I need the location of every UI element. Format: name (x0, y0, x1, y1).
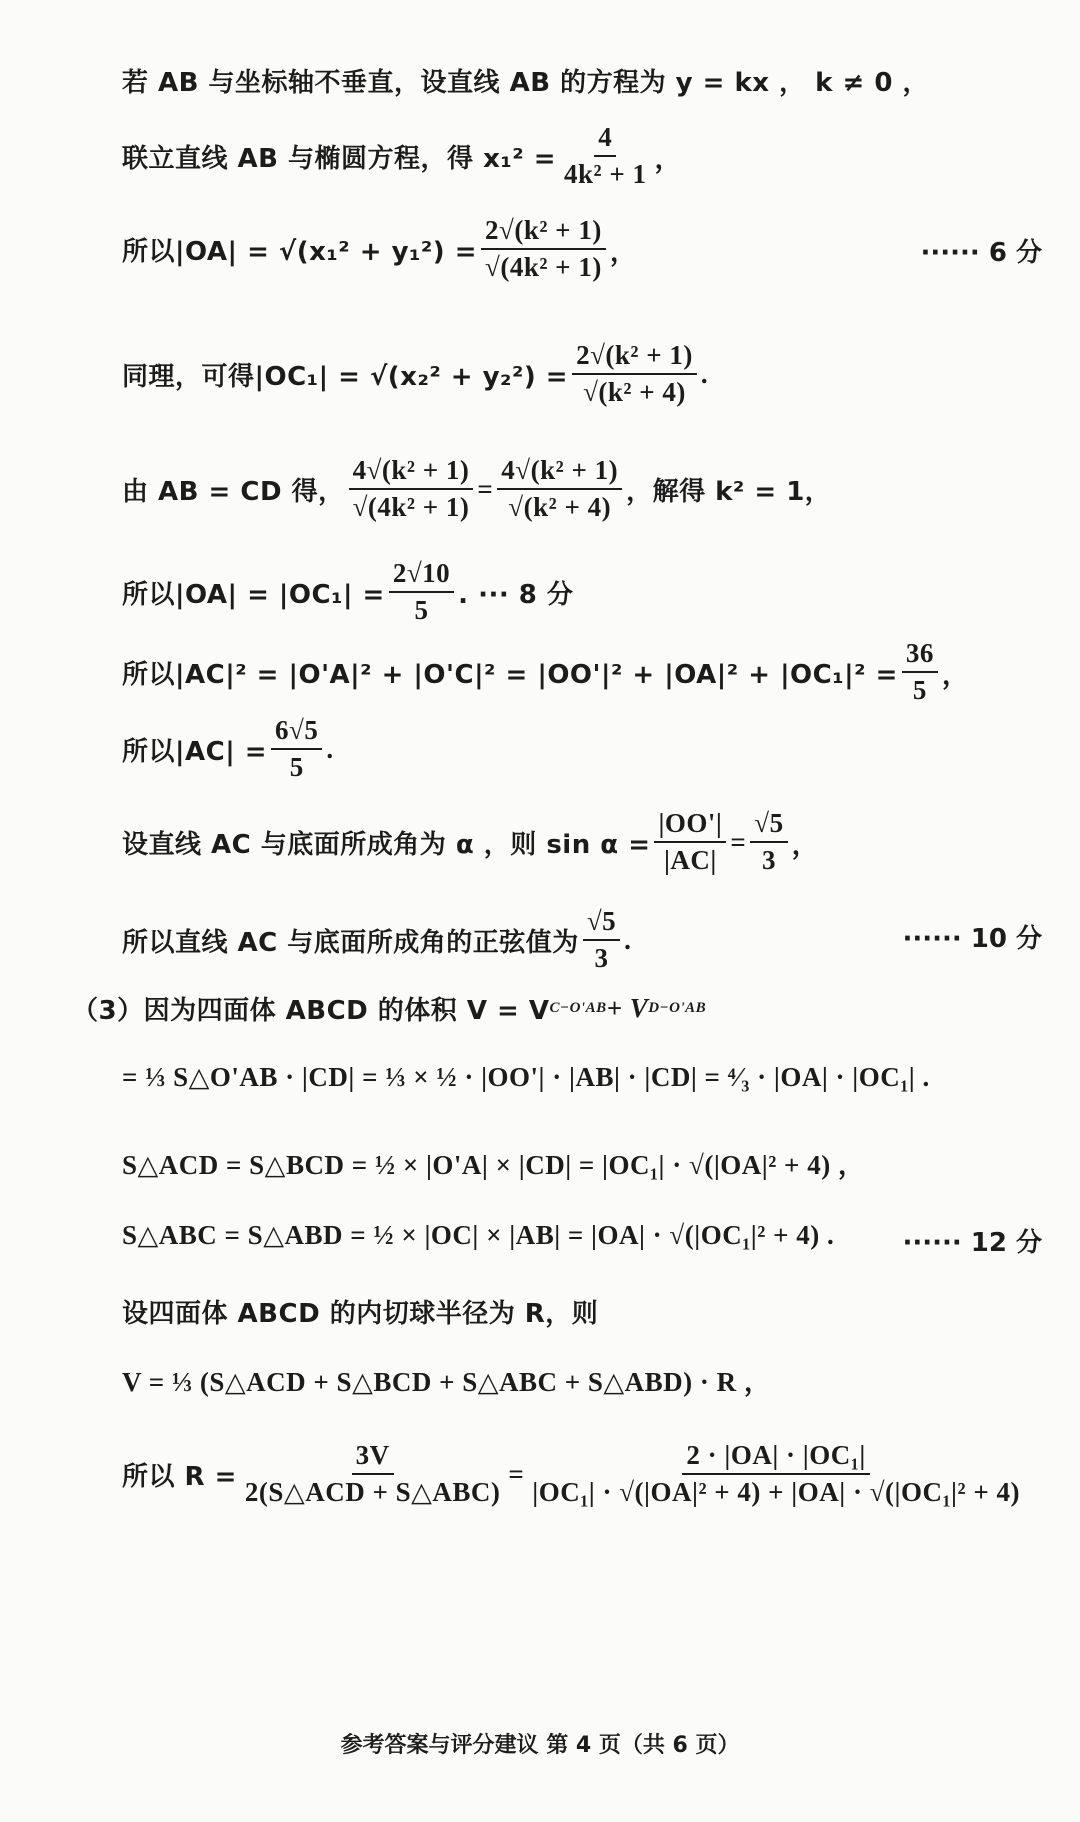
radius-left-numerator: 3V (352, 1440, 394, 1475)
oc1-length-text: 同理，可得|OC₁| = √(x₂² + y₂²) = (122, 361, 569, 392)
part3-volume-sub2: D−O'AB (648, 1000, 707, 1016)
ac-squared-denominator: 5 (912, 675, 927, 706)
sin-alpha-left-denominator: |AC| (663, 845, 717, 876)
x1-fraction-denominator: 4k² + 1 (563, 159, 647, 190)
sine-result-tail: . (624, 924, 632, 955)
line-ac-value (122, 715, 334, 783)
ab-eq-cd-right-denominator: √(k² + 4) (508, 492, 612, 523)
line-radius-result (122, 1440, 1028, 1508)
area-abc-text: S△ABC = S△ABD = ½ × |OC| × |AB| = |OA| · √(|OC₁|² + 4) . (122, 1220, 835, 1250)
line-area-acd (122, 1143, 865, 1182)
sine-result-denominator: 3 (594, 943, 609, 974)
part3-volume-text: （3）因为四面体 ABCD 的体积 V = V (72, 996, 550, 1026)
volume-radius-text: V = ⅓ (S△ACD + S△BCD + S△ABC + S△ABD) · R ， (122, 1367, 772, 1397)
part3-volume-sub1: C−O'AB (549, 1000, 607, 1016)
inscribed-radius-text: 设四面体 ABCD 的内切球半径为 R，则 (122, 1299, 599, 1329)
radius-right-denominator: |OC₁| · √(|OA|² + 4) + |OA| · √(|OC₁|² + 4) (532, 1477, 1020, 1508)
oa-fraction-numerator: 2√(k² + 1) (481, 215, 606, 250)
area-acd-text: S△ACD = S△BCD = ½ × |O'A| × |CD| = |OC₁| · √(|OA|² + 4) ， (122, 1150, 866, 1180)
line-area-abc (122, 1220, 834, 1251)
oa-length-tail: ， (609, 236, 638, 267)
sine-result-fraction (583, 906, 620, 974)
score-6: ······ 6 分 (920, 238, 1042, 268)
ac-value-numerator: 6√5 (271, 715, 322, 750)
ab-eq-cd-fraction-left (349, 455, 474, 523)
ac-squared-tail: ， (941, 659, 970, 690)
page-footer: 参考答案与评分建议 第 4 页（共 6 页） (340, 1733, 740, 1758)
solve-x1-text: 联立直线 AB 与椭圆方程，得 x₁² = (122, 143, 556, 174)
line-ab-equation (122, 62, 929, 99)
line-oa-length (122, 215, 637, 283)
line-volume-radius (122, 1360, 771, 1399)
oa-value-denominator: 5 (414, 595, 429, 626)
sine-result-numerator: √5 (583, 906, 620, 941)
line-inscribed-radius (122, 1293, 598, 1330)
sin-alpha-tail: ， (791, 829, 820, 860)
oc1-length-tail: . (700, 358, 709, 389)
oa-length-text: 所以|OA| = √(x₁² + y₁²) = (122, 236, 478, 267)
line-solve-x1 (122, 122, 682, 190)
line-ab-eq-cd (122, 455, 831, 523)
ac-value-text: 所以|AC| = (122, 736, 268, 767)
radius-fraction-left (241, 1440, 504, 1508)
oc1-fraction (572, 340, 697, 408)
ab-eq-cd-fraction-right (497, 455, 622, 523)
radius-equals: = (508, 1458, 525, 1489)
line-ab-equation-text: 若 AB 与坐标轴不垂直，设直线 AB 的方程为 y = kx ， k ≠ 0 ， (122, 68, 929, 98)
oa-value-numerator: 2√10 (389, 558, 454, 593)
line-sin-alpha (122, 808, 819, 876)
ac-value-fraction (271, 715, 322, 783)
part3-volume-mid: + V (606, 993, 649, 1023)
score-10: ······ 10 分 (902, 924, 1042, 954)
ab-eq-cd-left-denominator: √(4k² + 1) (352, 492, 470, 523)
ab-eq-cd-left-numerator: 4√(k² + 1) (349, 455, 474, 490)
oc1-fraction-numerator: 2√(k² + 1) (572, 340, 697, 375)
line-part3-volume (72, 990, 706, 1027)
oa-value-tail: . ··· 8 分 (458, 579, 574, 610)
line-ac-squared (122, 638, 969, 706)
score-12: ······ 12 分 (902, 1228, 1042, 1258)
volume-expansion-text: = ⅓ S△O'AB · |CD| = ⅓ × ½ · |OO'| · |AB| · |CD| = ⁴⁄₃ · |OA| · |OC₁| . (122, 1062, 930, 1092)
radius-left-denominator: 2(S△ACD + S△ABC) (244, 1477, 501, 1508)
radius-fraction-right (528, 1440, 1024, 1508)
sin-alpha-text: 设直线 AC 与底面所成角为 α ，则 sin α = (122, 829, 651, 860)
ab-eq-cd-text: 由 AB = CD 得， (122, 476, 345, 507)
x1-fraction (560, 122, 651, 190)
line-oc1-length (122, 340, 708, 408)
sin-alpha-right-numerator: √5 (750, 808, 787, 843)
sin-alpha-right-denominator: 3 (761, 845, 776, 876)
ab-eq-cd-tail: ，解得 k² = 1， (626, 476, 832, 507)
ac-value-tail: . (326, 733, 334, 764)
line-sine-result (122, 906, 631, 974)
ac-squared-numerator: 36 (902, 638, 938, 673)
ab-eq-cd-right-numerator: 4√(k² + 1) (497, 455, 622, 490)
sin-alpha-left-numerator: |OO'| (654, 808, 726, 843)
line-oa-value (122, 558, 573, 626)
oc1-fraction-denominator: √(k² + 4) (583, 377, 686, 408)
x1-fraction-numerator: 4 (594, 122, 616, 157)
ac-squared-fraction (902, 638, 938, 706)
ac-squared-text: 所以|AC|² = |O'A|² + |O'C|² = |OO'|² + |OA|² + |OC₁|² = (122, 659, 898, 690)
ac-value-denominator: 5 (289, 752, 304, 783)
sin-alpha-fraction-right (750, 808, 787, 876)
radius-right-numerator: 2 · |OA| · |OC₁| (682, 1440, 869, 1475)
radius-result-text: 所以 R = (122, 1461, 237, 1492)
oa-value-text: 所以|OA| = |OC₁| = (122, 579, 385, 610)
line-volume-expansion (122, 1062, 930, 1093)
oa-value-fraction (389, 558, 454, 626)
sine-result-text: 所以直线 AC 与底面所成角的正弦值为 (122, 927, 579, 958)
solve-x1-tail: ， (654, 143, 682, 174)
ab-eq-cd-equals: = (477, 473, 494, 504)
oa-fraction-denominator: √(4k² + 1) (485, 252, 602, 283)
oa-fraction (481, 215, 606, 283)
sin-alpha-fraction-left (654, 808, 726, 876)
sin-alpha-equals: = (730, 826, 747, 857)
